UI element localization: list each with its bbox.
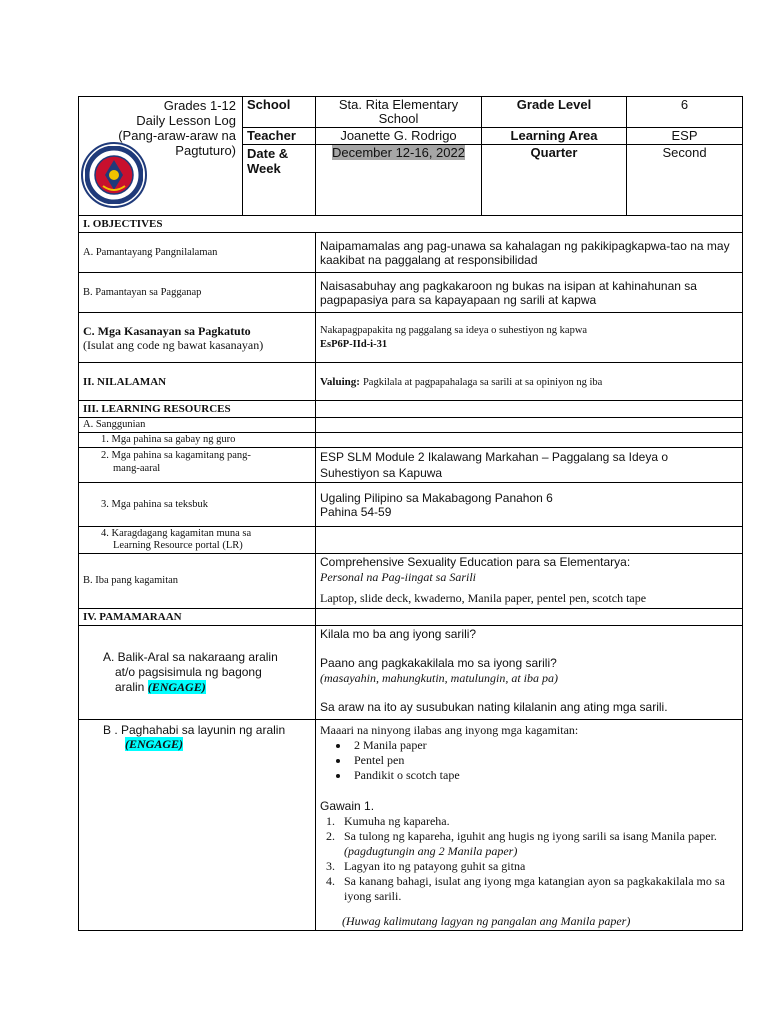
- procedure-a-label-cell: [79, 626, 316, 720]
- valuing-label: Valuing:: [320, 375, 360, 388]
- resource-2-value-cell: [316, 448, 743, 483]
- resources-b-label: B. Iba pang kagamitan: [79, 554, 316, 609]
- engage-tag-b: (ENGAGE): [125, 737, 184, 751]
- materials-list-item: • Pentel pen: [350, 753, 738, 768]
- step-item: [338, 814, 738, 829]
- resources-heading: III. LEARNING RESOURCES: [79, 401, 316, 418]
- deped-logo-icon: [81, 142, 147, 208]
- resources-b-value-cell: [316, 554, 743, 609]
- header-title-cell: [79, 97, 243, 216]
- materials-list: [320, 738, 738, 783]
- title-line-2: Daily Lesson Log: [136, 113, 236, 128]
- resource-3-label: 3. Mga pahina sa teksbuk: [79, 483, 316, 527]
- procedure-b-intro: Maaari na ninyong ilabas ang inyong mga kagamitan:: [320, 723, 579, 737]
- procedure-a-q3: Sa araw na ito ay susubukan nating kilalanin ang ating mga sarili.: [320, 700, 668, 714]
- resource-3-value-2: Pahina 54-59: [320, 504, 392, 519]
- step-item: [338, 829, 738, 859]
- learning-area-value: ESP: [627, 128, 743, 145]
- lesson-log-page: [78, 96, 742, 931]
- objective-c-sublabel: (Isulat ang code ng bawat kasanayan): [83, 337, 264, 352]
- objective-c-label: C. Mga Kasanayan sa Pagkatuto: [83, 323, 251, 338]
- resource-3-value-1: Ugaling Pilipino sa Makabagong Panahon 6: [320, 490, 553, 505]
- procedure-a-label-2: at/o pagsisimula ng bagong: [115, 665, 262, 679]
- resource-2-value-2: Suhestiyon sa Kapuwa: [320, 466, 443, 480]
- procedure-a-q2: Paano ang pagkakakilala mo sa iyong sarili?: [320, 656, 557, 670]
- objective-a-label: A. Pamantayang Pangnilalaman: [79, 233, 316, 273]
- school-label: School: [243, 97, 316, 128]
- objectives-heading: I. OBJECTIVES: [79, 216, 316, 233]
- procedure-a-q2-hint: (masayahin, mahungkutin, matulungin, at iba pa): [320, 671, 558, 685]
- objective-b-label: B. Pamantayan sa Pagganap: [79, 273, 316, 313]
- step-note: (pagdugtungin ang 2 Manila paper): [344, 844, 518, 858]
- content-value-cell: [316, 363, 743, 401]
- resources-a-filler: [316, 418, 743, 433]
- resource-4-value: [316, 527, 743, 554]
- grade-level-label: Grade Level: [482, 97, 627, 128]
- title-line-4: Pagtuturo): [175, 143, 236, 158]
- engage-tag-a: (ENGAGE): [147, 680, 206, 694]
- objectives-heading-filler: [316, 216, 743, 233]
- objective-c-value-cell: [316, 313, 743, 363]
- objective-b-value: Naisasabuhay ang pagkakaroon ng bukas na isipan at kahinahunan sa pagpapasiya para sa kapayapaan ng sarili at kapwa: [316, 273, 743, 313]
- resources-heading-filler: [316, 401, 743, 418]
- title-line-3: (Pang-araw-araw na: [118, 128, 236, 143]
- objective-c-value: Nakapagpapakita ng paggalang sa ideya o suhestiyon ng kapwa: [320, 324, 588, 336]
- resources-a-label: A. Sanggunian: [79, 418, 316, 433]
- step-text: Sa kanang bahagi, isulat ang iyong mga katangian ayon sa pagkakakilala mo sa iyong sarili.: [344, 874, 725, 903]
- step-item: [338, 874, 738, 904]
- teacher-label: Teacher: [243, 128, 316, 145]
- school-value: Sta. Rita Elementary School: [316, 97, 482, 128]
- materials-list-item: • 2 Manila paper: [350, 738, 738, 753]
- date-value: December 12-16, 2022: [332, 145, 465, 161]
- procedure-heading-filler: [316, 609, 743, 626]
- resource-1-label: 1. Mga pahina sa gabay ng guro: [79, 433, 316, 448]
- date-value-cell: [316, 145, 482, 216]
- grade-level-value: 6: [627, 97, 743, 128]
- step-text: Lagyan ito ng patayong guhit sa gitna: [344, 859, 526, 873]
- learning-area-label: Learning Area: [482, 128, 627, 145]
- teacher-value: Joanette G. Rodrigo: [316, 128, 482, 145]
- procedure-b-label: B . Paghahabi sa layunin ng aralin: [103, 723, 286, 737]
- quarter-value: Second: [627, 145, 743, 216]
- procedure-a-value-cell: [316, 626, 743, 720]
- gawain-title: Gawain 1.: [320, 799, 375, 813]
- resource-3-value-cell: [316, 483, 743, 527]
- valuing-value: Pagkilala at pagpapahalaga sa sarili at sa opiniyon ng iba: [362, 376, 603, 388]
- steps-list: [320, 814, 738, 904]
- resource-2-label-cell: [79, 448, 316, 483]
- step-text: Sa tulong ng kapareha, iguhit ang hugis ng iyong sarili sa isang Manila paper.: [344, 829, 717, 843]
- step-item: [338, 859, 738, 874]
- resource-4-label-2: Learning Resource portal (LR): [113, 540, 243, 551]
- resources-b-value-2: Personal na Pag-iingat sa Sarili: [320, 570, 476, 584]
- procedure-b-label-cell: [79, 720, 316, 931]
- lesson-log-table: [78, 96, 743, 931]
- resources-b-value-1: Comprehensive Sexuality Education para sa Elementarya:: [320, 555, 631, 569]
- objective-c-label-cell: [79, 313, 316, 363]
- objective-c-code: EsP6P-IId-i-31: [320, 338, 388, 350]
- content-heading: II. NILALAMAN: [79, 363, 316, 401]
- quarter-label: Quarter: [482, 145, 627, 216]
- date-label: Date & Week: [243, 145, 316, 216]
- procedure-a-label-1: A. Balik-Aral sa nakaraang aralin: [103, 650, 278, 664]
- resource-1-value: [316, 433, 743, 448]
- procedure-b-value-cell: [316, 720, 743, 931]
- procedure-a-label-3: aralin: [115, 680, 145, 694]
- resource-4-label-1: 4. Karagdagang kagamitan muna sa: [101, 528, 252, 539]
- materials-list-item: • Pandikit o scotch tape: [350, 768, 738, 783]
- seal-emblem-icon: [85, 146, 143, 204]
- resource-2-label-1: 2. Mga pahina sa kagamitang pang-: [101, 450, 251, 461]
- resource-2-label-2: mang-aaral: [113, 463, 161, 474]
- final-note: (Huwag kalimutang lagyan ng pangalan ang Manila paper): [342, 914, 631, 928]
- resource-2-value-1: ESP SLM Module 2 Ikalawang Markahan – Paggalang sa Ideya o: [320, 450, 668, 464]
- procedure-a-q1: Kilala mo ba ang iyong sarili?: [320, 627, 477, 641]
- resources-b-value-3: Laptop, slide deck, kwaderno, Manila paper, pentel pen, scotch tape: [320, 591, 647, 605]
- procedure-heading: IV. PAMAMARAAN: [79, 609, 316, 626]
- resource-4-label-cell: [79, 527, 316, 554]
- objective-a-value: Naipamamalas ang pag-unawa sa kahalagan ng pakikipagkapwa-tao na may kaakibat na paggalang at responsibilidad: [316, 233, 743, 273]
- title-line-1: Grades 1-12: [163, 98, 236, 113]
- step-text: Kumuha ng kapareha.: [344, 814, 450, 828]
